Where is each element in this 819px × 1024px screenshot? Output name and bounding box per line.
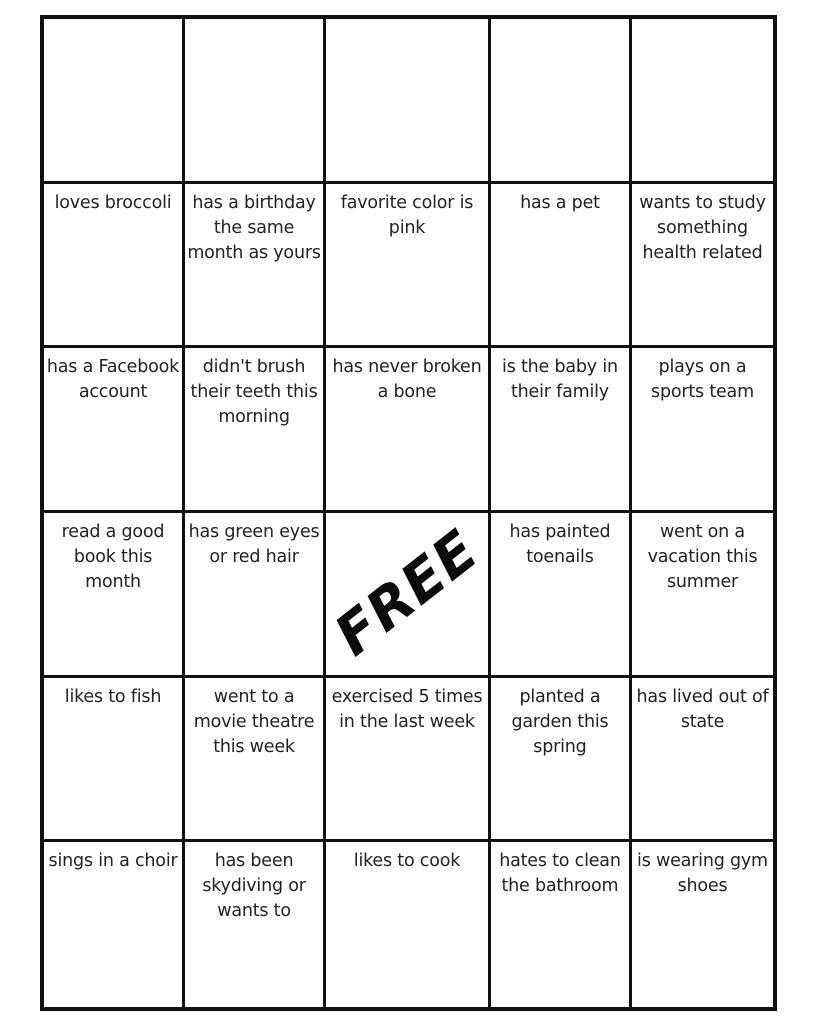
bingo-cell-r0-c2 [326, 19, 491, 184]
bingo-cell-r0-c4 [632, 19, 773, 184]
bingo-cell-r2-c4 [632, 348, 773, 513]
cell-text: likes to cook [353, 851, 461, 872]
bingo-cell-r3-c3 [491, 513, 632, 678]
bingo-cell-r1-c3 [491, 184, 632, 349]
bingo-cell-r4-c4 [632, 678, 773, 843]
cell-text: is wearing gym shoes [637, 851, 768, 897]
bingo-cell-r3-c4 [632, 513, 773, 678]
cell-text: went on a vacation this summer [647, 522, 758, 592]
cell-text: has lived out of state [636, 686, 769, 732]
bingo-cell-r5-c1 [185, 842, 326, 1007]
bingo-cell-r2-c3 [491, 348, 632, 513]
bingo-cell-r4-c0 [44, 678, 185, 843]
bingo-cell-r1-c2 [326, 184, 491, 349]
bingo-cell-r4-c2 [326, 678, 491, 843]
cell-text: exercised 5 times in the last week [331, 686, 483, 732]
cell-text: likes to fish [64, 686, 162, 707]
cell-text: has never broken a bone [332, 357, 482, 403]
cell-text: hates to clean the bathroom [499, 851, 621, 897]
bingo-cell-r5-c3 [491, 842, 632, 1007]
free-label: FREE [323, 518, 491, 670]
cell-text: has green eyes or red hair [188, 522, 320, 567]
bingo-cell-r4-c3 [491, 678, 632, 843]
cell-text: plays on a sports team [651, 357, 754, 403]
bingo-cell-r5-c2 [326, 842, 491, 1007]
bingo-cell-r0-c3 [491, 19, 632, 184]
cell-text: wants to study something health related [639, 192, 766, 263]
cell-text: loves broccoli [54, 192, 172, 213]
cell-text: has been skydiving or wants to [202, 851, 306, 922]
bingo-cell-r2-c2 [326, 348, 491, 513]
cell-text: favorite color is pink [340, 192, 474, 238]
cell-text: sings in a choir [48, 851, 178, 872]
bingo-cell-r4-c1 [185, 678, 326, 843]
cell-text: went to a movie theatre this week [193, 686, 315, 757]
bingo-cell-r1-c0 [44, 184, 185, 349]
bingo-cell-r3-c1 [185, 513, 326, 678]
cell-text: read a good book this month [61, 522, 165, 592]
bingo-board [40, 15, 777, 1011]
cell-text: is the baby in their family [502, 357, 618, 403]
bingo-free-space [323, 513, 491, 678]
cell-text: has painted toenails [509, 522, 611, 567]
cell-text: planted a garden this spring [511, 686, 609, 757]
bingo-cell-r2-c0 [44, 348, 185, 513]
bingo-cell-r1-c4 [632, 184, 773, 349]
cell-text: didn't brush their teeth this morning [190, 357, 318, 428]
cell-text: has a Facebook account [46, 357, 180, 403]
bingo-cell-r5-c0 [44, 842, 185, 1007]
bingo-cell-r3-c0 [44, 513, 185, 678]
cell-text: has a birthday the same month as yours [187, 192, 321, 263]
bingo-cell-r0-c0 [44, 19, 185, 184]
bingo-cell-r5-c4 [632, 842, 773, 1007]
bingo-cell-r1-c1 [185, 184, 326, 349]
bingo-cell-r2-c1 [185, 348, 326, 513]
cell-text: has a pet [520, 192, 600, 213]
bingo-cell-r0-c1 [185, 19, 326, 184]
